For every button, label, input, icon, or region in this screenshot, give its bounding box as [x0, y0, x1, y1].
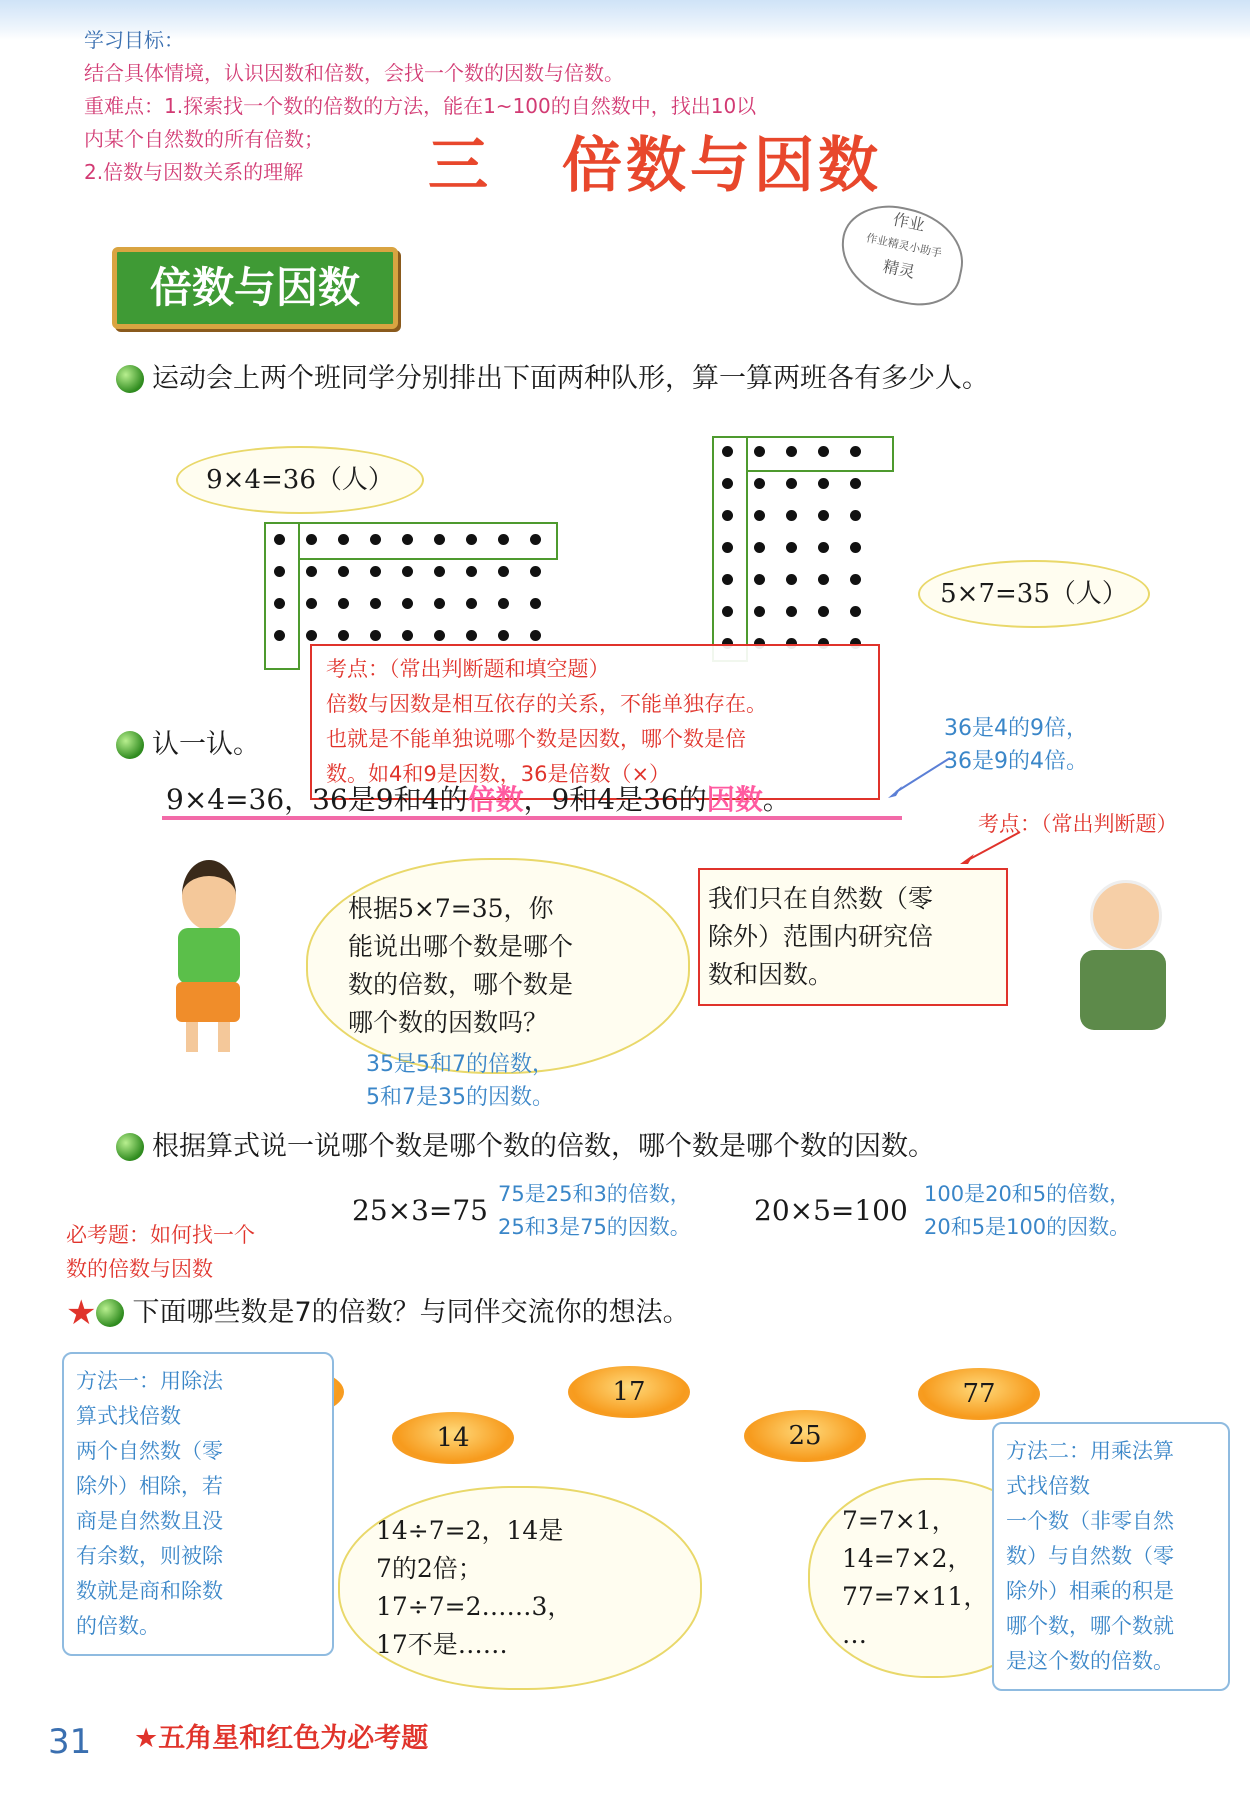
- formation-dot: [274, 566, 285, 577]
- formation-dot: [786, 606, 797, 617]
- formation-dot: [754, 606, 765, 617]
- number-oval-77: 77: [918, 1368, 1040, 1420]
- footer-star-icon: ★: [134, 1723, 159, 1754]
- formation-dot: [754, 478, 765, 489]
- eq2-note-1: 100是20和5的倍数，: [924, 1182, 1131, 1206]
- formation-dot: [402, 598, 413, 609]
- formation-dot: [722, 478, 733, 489]
- must-line-1: 必考题：如何找一个: [66, 1223, 255, 1247]
- stamp-line-2: 作业精灵小助手: [864, 231, 943, 261]
- footer-note-text: 五角星和红色为必考题: [158, 1723, 429, 1754]
- formation-dot: [370, 534, 381, 545]
- eq1-note-2: 25和3是75的因数。: [498, 1215, 691, 1239]
- watermark-stamp: [832, 196, 973, 314]
- div-line-4: 17不是……: [376, 1630, 508, 1659]
- formation-dot: [754, 510, 765, 521]
- div-line-2: 7的2倍；: [376, 1554, 483, 1583]
- formation-dot: [402, 566, 413, 577]
- formation-dot: [786, 542, 797, 553]
- formation-dot: [754, 542, 765, 553]
- formation-dot: [498, 534, 509, 545]
- number-oval-25: 25: [744, 1410, 866, 1462]
- boy-leg-right: [218, 1022, 230, 1052]
- formation-dot: [818, 606, 829, 617]
- equation-2-note: [924, 1178, 1130, 1244]
- boy-speech-bubble: [306, 858, 690, 1074]
- formation-dot: [850, 478, 861, 489]
- goal-text: 结合具体情境，认识因数和倍数，会找一个数的因数与倍数。: [84, 61, 624, 85]
- eq1-note-1: 75是25和3的倍数，: [498, 1182, 691, 1206]
- formula-part-e: 。: [762, 783, 791, 816]
- method2-line-7: 是这个数的倍数。: [1006, 1649, 1174, 1673]
- section-title: 倍数与因数: [112, 247, 398, 329]
- recognize-note-1: 36是4的9倍，: [944, 716, 1088, 741]
- formation-dot: [306, 566, 317, 577]
- exam-point-title: 考点：（常出判断题和填空题）: [326, 657, 610, 681]
- boy-note-1: 35是5和7的倍数，: [366, 1052, 554, 1077]
- formation-dot: [818, 542, 829, 553]
- equation-1: 25×3=75: [352, 1194, 488, 1227]
- method1-line-5: 商是自然数且没: [76, 1509, 223, 1533]
- stamp-line-3: 精灵: [881, 256, 917, 282]
- method2-line-6: 哪个数，哪个数就: [1006, 1614, 1174, 1638]
- formula-factor: 因数: [706, 783, 763, 816]
- boy-head: [182, 860, 236, 930]
- boy-speech-1: 根据5×7=35，你: [348, 894, 554, 923]
- formation-dot: [434, 630, 445, 641]
- formation-dot: [338, 630, 349, 641]
- mul-line-2: 14=7×2，: [842, 1544, 973, 1573]
- page-number: 31: [48, 1722, 92, 1762]
- formation-dot: [818, 574, 829, 585]
- recognize-note: [944, 712, 1088, 778]
- mul-line-3: 77=7×11，: [842, 1582, 989, 1611]
- formation-left: [262, 520, 562, 660]
- formation-dot: [498, 598, 509, 609]
- boy-speech-4: 哪个数的因数吗？: [348, 1008, 549, 1037]
- formation-dot: [722, 446, 733, 457]
- method2-line-2: 式找倍数: [1006, 1474, 1090, 1498]
- boy-answer-note: [366, 1048, 554, 1114]
- exam-point-line-2: 也就是不能单独说哪个数是因数，哪个数是倍: [326, 727, 746, 751]
- green-ball-icon: [116, 365, 144, 393]
- formation-dot: [850, 446, 861, 457]
- key-line-1: 重难点：1.探索找一个数的倍数的方法，能在1~100的自然数中，找出10以: [84, 94, 757, 118]
- formation-dot: [434, 566, 445, 577]
- must-exam-note: [66, 1218, 255, 1286]
- boy-note-2: 5和7是35的因数。: [366, 1085, 554, 1110]
- key-line-3: 2.倍数与因数关系的理解: [84, 160, 304, 184]
- teacher-line-2: 除外）范围内研究倍: [708, 922, 934, 951]
- formation-dot: [402, 630, 413, 641]
- method2-line-3: 一个数（非零自然: [1006, 1509, 1174, 1533]
- mul-line-1: 7=7×1，: [842, 1506, 957, 1535]
- method1-line-7: 数就是商和除数: [76, 1579, 223, 1603]
- formation-dot: [722, 574, 733, 585]
- formation-dot: [530, 534, 541, 545]
- formula-multiple: 倍数: [467, 783, 524, 816]
- method1-line-3: 两个自然数（零: [76, 1439, 223, 1463]
- formation-dot: [850, 606, 861, 617]
- formation-dot: [786, 510, 797, 521]
- formation-dot: [370, 630, 381, 641]
- recognize-note-2: 36是9的4倍。: [944, 749, 1088, 774]
- formation-dot: [530, 630, 541, 641]
- answer-cloud-left: 9×4=36（人）: [176, 446, 424, 514]
- green-ball-icon: [116, 1133, 144, 1161]
- method1-line-6: 有余数，则被除: [76, 1544, 223, 1568]
- formation-dot: [722, 510, 733, 521]
- chapter-heading: [428, 118, 882, 204]
- question-1-text: 运动会上两个班同学分别排出下面两种队形，算一算两班各有多少人。: [152, 363, 989, 394]
- teacher-line-3: 数和因数。: [708, 960, 834, 989]
- formation-right: [710, 434, 900, 664]
- formation-dot: [722, 606, 733, 617]
- goal-title: 学习目标：: [84, 28, 184, 52]
- boy-illustration: [156, 860, 256, 1060]
- boy-shorts: [176, 982, 240, 1022]
- exam-point-line-3: 数。如4和9是因数，36是倍数（×）: [326, 762, 671, 786]
- exam-point-line-1: 倍数与因数是相互依存的关系，不能单独存在。: [326, 692, 767, 716]
- recognize-heading: [116, 722, 260, 761]
- formation-dot: [850, 574, 861, 585]
- formation-dot: [786, 446, 797, 457]
- formation-dot: [466, 630, 477, 641]
- formation-dot: [466, 534, 477, 545]
- formation-dot: [498, 566, 509, 577]
- mul-line-4: …: [842, 1620, 867, 1649]
- teacher-illustration: [1070, 880, 1180, 1040]
- eq2-note-2: 20和5是100的因数。: [924, 1215, 1131, 1239]
- method1-line-1: 方法一：用除法: [76, 1369, 223, 1393]
- stamp-line-1: 作业: [891, 209, 927, 235]
- method1-line-8: 的倍数。: [76, 1614, 160, 1638]
- method2-line-5: 除外）相乘的积是: [1006, 1579, 1174, 1603]
- formation-dot: [434, 598, 445, 609]
- boy-leg-left: [186, 1022, 198, 1052]
- formation-dot: [530, 598, 541, 609]
- formation-dot: [786, 574, 797, 585]
- question-3: [66, 1290, 690, 1333]
- boy-speech-3: 数的倍数，哪个数是: [348, 970, 574, 999]
- formation-dot: [338, 598, 349, 609]
- teacher-coat: [1080, 950, 1166, 1030]
- exam-point-judgement: 考点：（常出判断题）: [978, 812, 1178, 836]
- equation-1-note: [498, 1178, 691, 1244]
- recognize-formula: [166, 778, 791, 818]
- pointer-arrow-icon: [880, 752, 960, 802]
- division-cloud: [338, 1486, 702, 1690]
- method-1-box: [62, 1352, 334, 1656]
- div-line-3: 17÷7=2……3，: [376, 1592, 573, 1621]
- formation-dot: [722, 542, 733, 553]
- boy-speech-2: 能说出哪个数是哪个: [348, 932, 574, 961]
- boy-shirt: [178, 928, 240, 984]
- formation-dot: [530, 566, 541, 577]
- teacher-box: [698, 868, 1008, 1006]
- formation-dot: [370, 598, 381, 609]
- method1-line-2: 算式找倍数: [76, 1404, 181, 1428]
- judgement-arrow-icon: [950, 828, 1030, 868]
- formation-dot: [402, 534, 413, 545]
- chapter-title: 倍数与因数: [562, 131, 882, 201]
- green-ball-icon: [116, 731, 144, 759]
- star-icon: ★: [66, 1293, 97, 1333]
- formation-dot: [466, 598, 477, 609]
- formation-dot: [338, 534, 349, 545]
- formation-dot: [818, 478, 829, 489]
- key-line-2: 内某个自然数的所有倍数；: [84, 127, 324, 151]
- formation-dot: [754, 574, 765, 585]
- formation-dot: [498, 630, 509, 641]
- formation-dot: [306, 534, 317, 545]
- footer-note: [134, 1716, 428, 1755]
- formation-dot: [786, 478, 797, 489]
- formation-dot: [306, 598, 317, 609]
- number-oval-17: 17: [568, 1366, 690, 1418]
- formation-dot: [370, 566, 381, 577]
- must-line-2: 数的倍数与因数: [66, 1257, 213, 1281]
- green-ball-icon: [96, 1299, 124, 1327]
- exam-point-box: [310, 644, 880, 800]
- formula-part-c: ，9和4是36的: [523, 783, 707, 816]
- formation-dot: [434, 534, 445, 545]
- formation-dot: [818, 510, 829, 521]
- formula-part-a: 9×4=36，36是9和4的: [166, 783, 468, 816]
- formation-dot: [338, 566, 349, 577]
- teacher-head: [1090, 880, 1162, 952]
- formation-dot: [466, 566, 477, 577]
- chapter-number: 三: [428, 131, 492, 201]
- formation-dot: [818, 446, 829, 457]
- div-line-1: 14÷7=2，14是: [376, 1516, 564, 1545]
- formation-dot: [754, 446, 765, 457]
- equation-2: 20×5=100: [754, 1194, 908, 1227]
- formula-underline: [162, 816, 902, 820]
- question-2: [116, 1124, 935, 1163]
- formation-dot: [274, 630, 285, 641]
- question-1: [116, 356, 989, 395]
- teacher-line-1: 我们只在自然数（零: [708, 884, 934, 913]
- answer-cloud-right: 5×7=35（人）: [918, 560, 1150, 628]
- question-3-text: 下面哪些数是7的倍数？与同伴交流你的想法。: [132, 1297, 690, 1328]
- recognize-label: 认一认。: [152, 729, 260, 760]
- method2-line-4: 数）与自然数（零: [1006, 1544, 1174, 1568]
- method1-line-4: 除外）相除，若: [76, 1474, 223, 1498]
- formation-dot: [274, 598, 285, 609]
- method-2-box: [992, 1422, 1230, 1691]
- formation-dot: [306, 630, 317, 641]
- number-oval-14: 14: [392, 1412, 514, 1464]
- question-2-text: 根据算式说一说哪个数是哪个数的倍数，哪个数是哪个数的因数。: [152, 1131, 935, 1162]
- method2-line-1: 方法二：用乘法算: [1006, 1439, 1174, 1463]
- formation-dot: [850, 510, 861, 521]
- formation-dot: [274, 534, 285, 545]
- formation-dot: [850, 542, 861, 553]
